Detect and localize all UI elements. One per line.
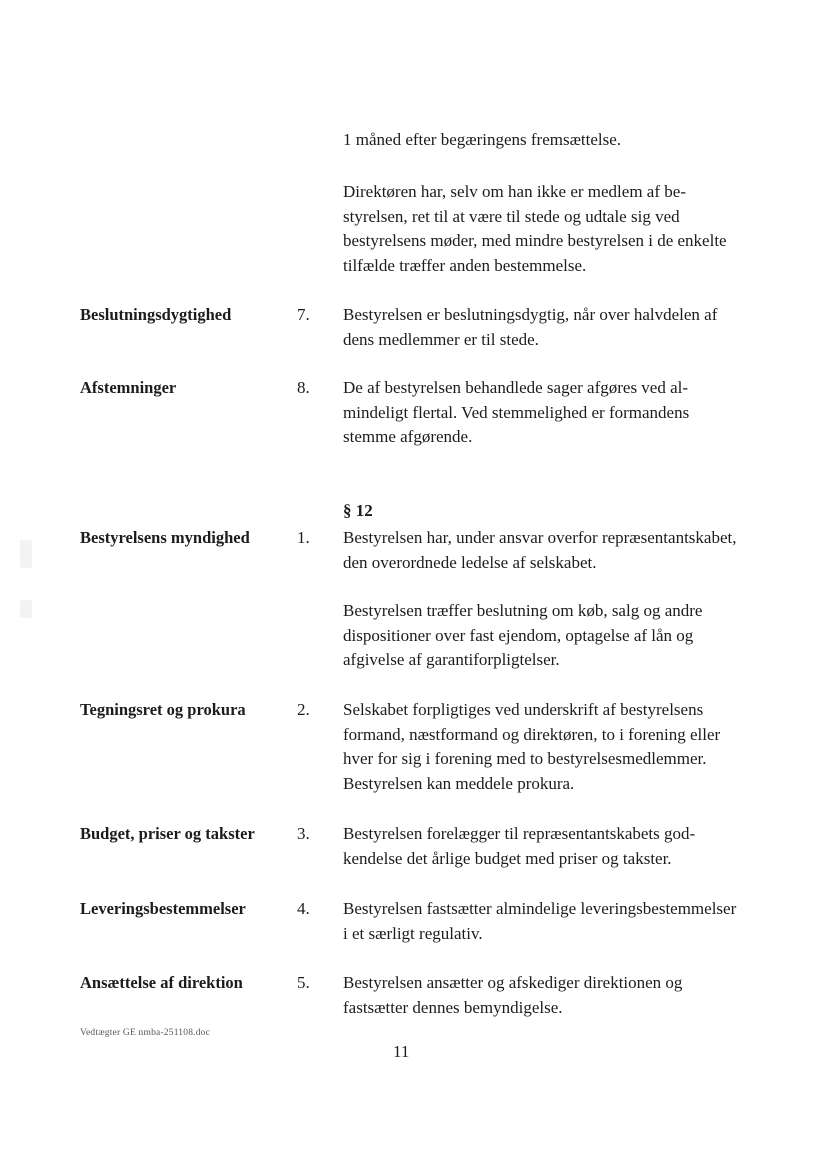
page-number: 11 [393, 1042, 410, 1061]
section-heading: Afstemninger [80, 378, 177, 397]
section-text: Bestyrelsen er beslutningsdygtig, når over halvdelen af dens medlemmer er til stede. [343, 305, 718, 349]
section-text: Bestyrelsen træffer beslutning om køb, salg og andre dispositioner over fast ejendom, optagelse af lån og afgivelse af garantiforpligtelser. [343, 601, 703, 669]
section-number: 1. [297, 528, 310, 547]
section-number: 5. [297, 973, 310, 992]
section-number: 2. [297, 700, 310, 719]
footer-filename: Vedtægter GE nmba-251108.doc [80, 1028, 211, 1038]
section-text: Bestyrelsen ansætter og afskediger direktionen og fastsætter dennes bemyndigelse. [343, 973, 683, 1017]
section-number: 7. [297, 305, 310, 324]
paragraph: Direktøren har, selv om han ikke er medlem af bestyrelsen, ret til at være til stede og udtale sig ved bestyrelsens møder, med mindre bestyrelsen i de enkelte tilfælde træffer anden bestemmelse. [343, 182, 727, 275]
scan-smudge [20, 600, 32, 618]
section-heading: Bestyrelsens myndighed [80, 528, 250, 547]
section-text: Bestyrelsen fastsætter almindelige leveringsbestemmelser i et særligt regulativ. [343, 899, 737, 943]
section-text: Selskabet forpligtiges ved underskrift af bestyrelsens formand, næstformand og direktøren, to i forening eller hver for sig i forening med to bestyrelsesmedlemmer. Bestyrelsen kan meddele prokura. [343, 700, 721, 793]
section-text: Bestyrelsen har, under ansvar overfor repræsentantskabet, den overordnede ledelse af selskabet. [343, 528, 737, 572]
paragraph: 1 måned efter begæringens fremsættelse. [343, 130, 622, 149]
section-heading: Beslutningsdygtighed [80, 305, 232, 324]
section-heading: Tegningsret og prokura [80, 700, 246, 719]
section-text: Bestyrelsen forelægger til repræsentantskabets godkendelse det årlige budget med priser og takster. [343, 824, 696, 868]
section-heading: Budget, priser og takster [80, 824, 255, 843]
section-heading: Leveringsbestemmelser [80, 899, 246, 918]
section-number: 4. [297, 899, 310, 918]
paragraph-marker: § 12 [343, 501, 373, 520]
scan-smudge [20, 540, 32, 568]
section-number: 8. [297, 378, 310, 397]
section-number: 3. [297, 824, 310, 843]
section-heading: Ansættelse af direktion [80, 973, 243, 992]
section-text: De af bestyrelsen behandlede sager afgøres ved almindeligt flertal. Ved stemmelighed er formandens stemme afgørende. [343, 378, 690, 446]
